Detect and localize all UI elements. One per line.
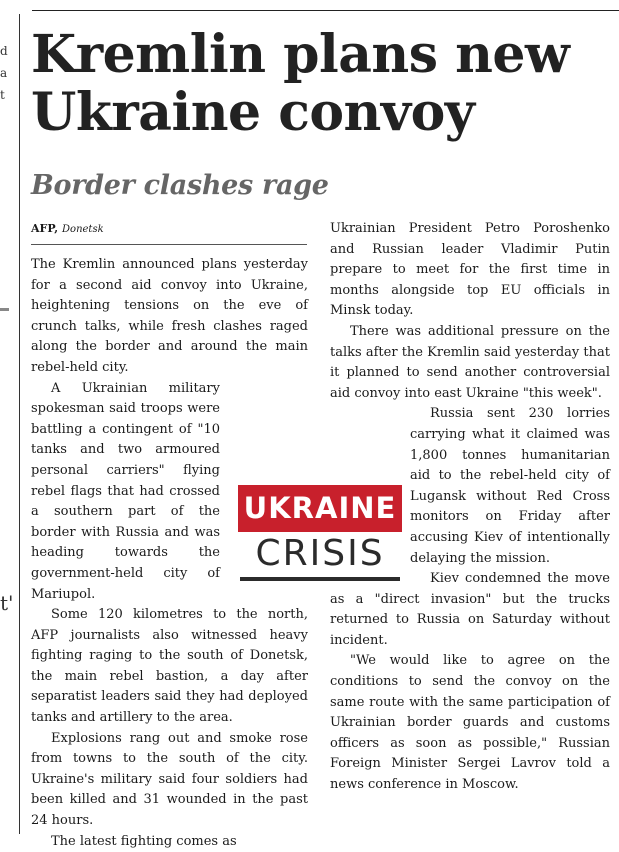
byline-place: Donetsk — [62, 224, 104, 235]
edge-fragment: a — [0, 66, 8, 80]
paragraph: A Ukrainian military spokesman said troops were battling a contingent of "10 tanks and two armoured personal carriers" flying rebel flags that had crossed a southern part of the border with Russia and was heading towards the government-held city of Mariupol. — [31, 379, 308, 606]
byline-rule — [31, 244, 307, 245]
adjacent-column-edge — [0, 0, 19, 848]
byline — [31, 222, 307, 237]
column-divider — [19, 14, 20, 834]
paragraph: The latest fighting comes as — [51, 833, 237, 849]
badge-underline — [240, 577, 400, 581]
paragraph: There was additional pressure on the talks after the Kremlin said yesterday that it planned to send another controversial aid convoy into east Ukraine "this week". — [330, 323, 610, 401]
ukraine-crisis-badge — [238, 485, 402, 584]
paragraph: Some 120 kilometres to the north, AFP journalists also witnessed heavy fighting raging to the south of Donetsk, the main rebel bastion, a day after separatist leaders said they had deployed tanks and artillery to the area. — [31, 607, 308, 726]
paragraph: Explosions rang out and smoke rose from towns to the south of the city. Ukraine's military said four soldiers had been killed and 31 wounded in the past 24 hours. — [31, 730, 308, 829]
subheadline: Border clashes rage — [31, 170, 329, 201]
edge-fragment: t — [0, 88, 5, 102]
paragraph: Russia sent 230 lorries carrying what it claimed was 1,800 tonnes humanitarian aid to the rebel-held city of Lugansk without Red Cross monitors on Friday after accusing Kiev of intentionally delaying the mission. — [330, 404, 610, 569]
edge-rule — [0, 308, 9, 311]
top-rule — [32, 10, 619, 11]
edge-fragment: d — [0, 44, 8, 58]
byline-agency: AFP, — [31, 222, 59, 235]
paragraph: "We would like to agree on the conditions to send the convoy on the same route with the same participation of Ukrainian border guards and customs officers as soon as possible," Russian Foreign Minister Sergei Lavrov told a news conference in Moscow. — [330, 653, 610, 793]
badge-bottom-text: CRISIS — [255, 533, 385, 574]
paragraph: Ukrainian President Petro Poroshenko and Russian leader Vladimir Putin prepare to meet for the first time in months alongside top EU officials in Minsk today. — [330, 221, 610, 319]
badge-top-text: UKRAINE — [238, 485, 402, 532]
edge-fragment: t' — [0, 591, 14, 615]
headline: Kremlin plans new Ukraine convoy — [31, 24, 570, 143]
paragraph: Kiev condemned the move as a "direct invasion" but the trucks returned to Russia on Saturday without incident. — [330, 571, 610, 648]
paragraph: The Kremlin announced plans yesterday for a second aid convoy into Ukraine, heightening tensions on the eve of crunch talks, while fresh clashes raged along the border and around the main rebel-held city. — [31, 257, 308, 375]
